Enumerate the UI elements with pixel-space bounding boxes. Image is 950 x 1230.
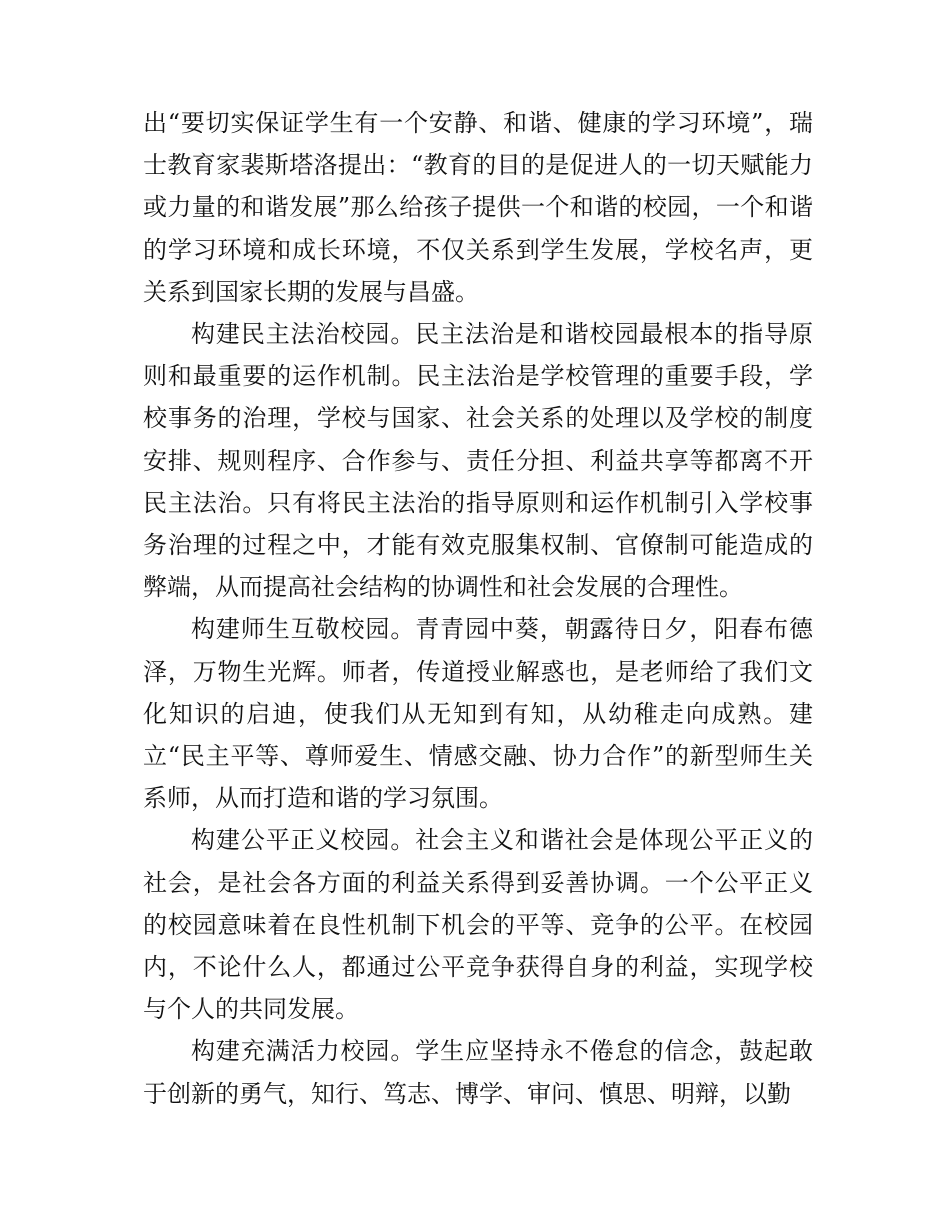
paragraph-1: 出“要切实保证学生有一个安静、和谐、健康的学习环境”，瑞士教育家裴斯塔洛提出：“教育的目的是促进人的一切天赋能力或力量的和谐发展”那么给孩子提供一个和谐的校园，一个和谐的学习环境和成长环境，不仅关系到学生发展，学校名声，更关系到国家长期的发展与昌盛。 <box>143 109 813 306</box>
paragraph-4: 构建公平正义校园。社会主义和谐社会是体现公平正义的社会，是社会各方面的利益关系得到妥善协调。一个公平正义的校园意味着在良性机制下机会的平等、竞争的公平。在校园内，不论什么人，都通过公平竞争获得自身的利益，实现学校与个人的共同发展。 <box>143 826 813 1024</box>
paragraph-2: 构建民主法治校园。民主法治是和谐校园最根本的指导原则和最重要的运作机制。民主法治是学校管理的重要手段，学校事务的治理，学校与国家、社会关系的处理以及学校的制度安排、规则程序、合作参与、责任分担、利益共享等都离不开民主法治。只有将民主法治的指导原则和运作机制引入学校事务治理的过程之中，才能有效克服集权制、官僚制可能造成的弊端，从而提高社会结构的协调性和社会发展的合理性。 <box>143 320 813 602</box>
paragraph-3: 构建师生互敬校园。青青园中葵，朝露待日夕，阳春布德泽，万物生光辉。师者，传道授业解惑也，是老师给了我们文化知识的启迪，使我们从无知到有知，从幼稚走向成熟。建立“民主平等、尊师爱生、情感交融、协力合作”的新型师生关系师，从而打造和谐的学习氛围。 <box>143 615 813 813</box>
document-body <box>143 102 813 1115</box>
paragraph-5: 构建充满活力校园。学生应坚持永不倦怠的信念，鼓起敢于创新的勇气，知行、笃志、博学、审问、慎思、明辩，以勤 <box>143 1037 813 1108</box>
